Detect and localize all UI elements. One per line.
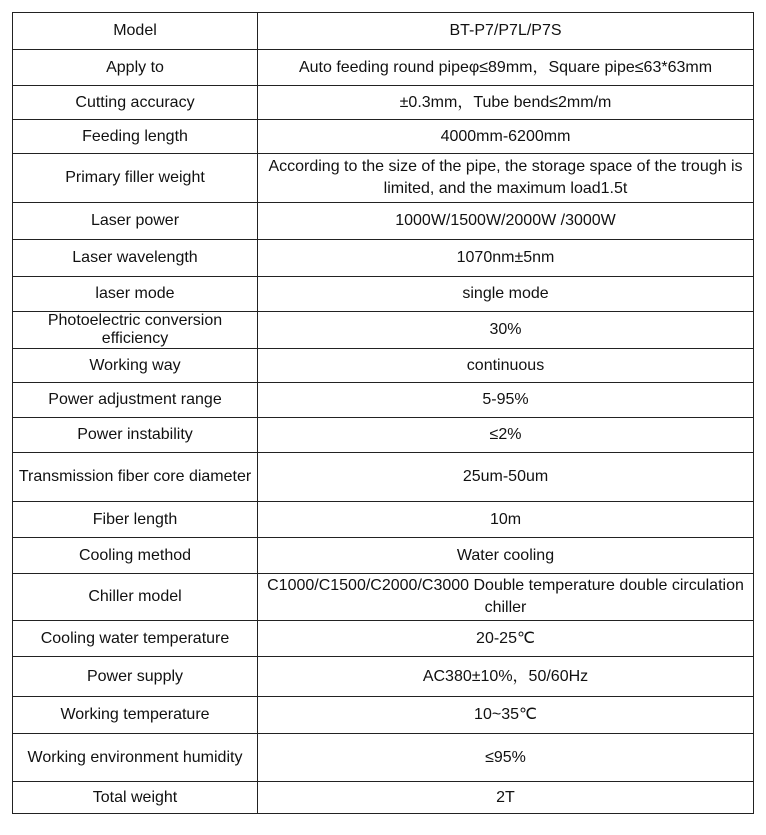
table-row: [13, 418, 754, 453]
row-value: ±0.3mm，Tube bend≤2mm/m: [258, 86, 754, 120]
table-row: [13, 50, 754, 86]
row-label: Fiber length: [13, 502, 258, 538]
table-row: [13, 621, 754, 657]
table-row: [13, 13, 754, 50]
table-row: [13, 120, 754, 154]
table-row: [13, 312, 754, 349]
row-value: 1000W/1500W/2000W /3000W: [258, 203, 754, 240]
table-row: [13, 502, 754, 538]
row-label: Cooling water temperature: [13, 621, 258, 657]
table-row: [13, 453, 754, 502]
table-row: [13, 782, 754, 814]
row-value: 2T: [258, 782, 754, 814]
row-label: Total weight: [13, 782, 258, 814]
row-value: continuous: [258, 349, 754, 383]
row-label: Working environment humidity: [13, 734, 258, 782]
row-value: 10m: [258, 502, 754, 538]
row-value: ≤95%: [258, 734, 754, 782]
row-label: Cooling method: [13, 538, 258, 574]
row-label: Cutting accuracy: [13, 86, 258, 120]
table-row: [13, 383, 754, 418]
row-value: AC380±10%，50/60Hz: [258, 657, 754, 697]
row-label: Apply to: [13, 50, 258, 86]
row-value: Water cooling: [258, 538, 754, 574]
row-value: 1070nm±5nm: [258, 240, 754, 277]
row-label: Laser power: [13, 203, 258, 240]
row-label: Photoelectric conversion efficiency: [13, 312, 258, 349]
row-value: According to the size of the pipe, the storage space of the trough is limited, and the maximum load1.5t: [258, 154, 754, 203]
table-row: [13, 574, 754, 621]
row-value: 30%: [258, 312, 754, 349]
table-row: [13, 657, 754, 697]
row-label: Model: [13, 13, 258, 50]
table-row: [13, 154, 754, 203]
row-value: 10~35℃: [258, 697, 754, 734]
table-row: [13, 538, 754, 574]
row-label: Working way: [13, 349, 258, 383]
row-label: Working temperature: [13, 697, 258, 734]
row-value: C1000/C1500/C2000/C3000 Double temperature double circulation chiller: [258, 574, 754, 621]
table-row: [13, 240, 754, 277]
table-row: [13, 349, 754, 383]
row-label: Transmission fiber core diameter: [13, 453, 258, 502]
row-label: Power supply: [13, 657, 258, 697]
table-row: [13, 86, 754, 120]
row-label: Chiller model: [13, 574, 258, 621]
row-value: single mode: [258, 277, 754, 312]
row-label: Feeding length: [13, 120, 258, 154]
row-label: Laser wavelength: [13, 240, 258, 277]
row-value: BT-P7/P7L/P7S: [258, 13, 754, 50]
row-label: laser mode: [13, 277, 258, 312]
table-row: [13, 277, 754, 312]
row-label: Primary filler weight: [13, 154, 258, 203]
row-value: 4000mm-6200mm: [258, 120, 754, 154]
row-value: Auto feeding round pipeφ≤89mm，Square pipe≤63*63mm: [258, 50, 754, 86]
table-row: [13, 734, 754, 782]
spec-table: [12, 12, 754, 814]
row-value: 20-25℃: [258, 621, 754, 657]
table-row: [13, 203, 754, 240]
row-value: 5-95%: [258, 383, 754, 418]
table-row: [13, 697, 754, 734]
row-label: Power adjustment range: [13, 383, 258, 418]
row-label: Power instability: [13, 418, 258, 453]
row-value: 25um-50um: [258, 453, 754, 502]
row-value: ≤2%: [258, 418, 754, 453]
